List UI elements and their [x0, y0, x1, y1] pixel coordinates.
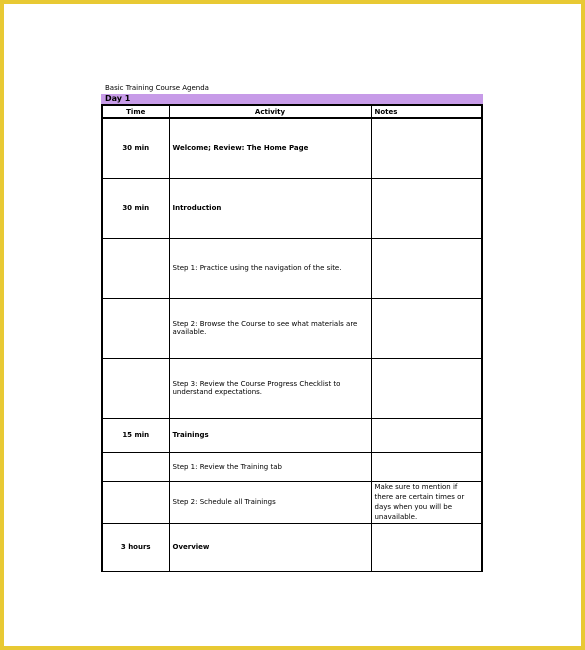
- day-header-bar: [101, 94, 483, 104]
- header-time: Time: [102, 105, 169, 118]
- row-time: [102, 358, 169, 418]
- row-notes: [371, 452, 482, 481]
- table-row: [102, 298, 482, 358]
- row-activity: Introduction: [169, 178, 371, 238]
- table-row: [102, 118, 482, 178]
- row-activity: Step 2: Schedule all Trainings: [169, 481, 371, 523]
- row-time: [102, 452, 169, 481]
- agenda-table: [101, 104, 483, 572]
- document-title: Basic Training Course Agenda: [105, 84, 209, 92]
- row-notes: [371, 418, 482, 452]
- row-notes: Make sure to mention if there are certain times or days when you will be unavailable.: [371, 481, 482, 523]
- table-row: [102, 452, 482, 481]
- table-row: [102, 481, 482, 523]
- row-notes: [371, 358, 482, 418]
- row-time: 30 min: [102, 118, 169, 178]
- row-activity: Step 2: Browse the Course to see what materials are available.: [169, 298, 371, 358]
- row-notes: [371, 523, 482, 571]
- row-activity: Overview: [169, 523, 371, 571]
- table-row: [102, 238, 482, 298]
- row-activity: Step 3: Review the Course Progress Checklist to understand expectations.: [169, 358, 371, 418]
- row-time: 30 min: [102, 178, 169, 238]
- row-notes: [371, 178, 482, 238]
- row-activity: Welcome; Review: The Home Page: [169, 118, 371, 178]
- header-notes: Notes: [371, 105, 482, 118]
- row-notes: [371, 298, 482, 358]
- row-time: 3 hours: [102, 523, 169, 571]
- table-row: [102, 523, 482, 571]
- table-header-row: [102, 105, 482, 118]
- header-activity: Activity: [169, 105, 371, 118]
- row-time: 15 min: [102, 418, 169, 452]
- row-notes: [371, 118, 482, 178]
- table-row: [102, 178, 482, 238]
- row-time: [102, 238, 169, 298]
- row-time: [102, 298, 169, 358]
- table-row: [102, 358, 482, 418]
- table-row: [102, 418, 482, 452]
- row-time: [102, 481, 169, 523]
- row-activity: Trainings: [169, 418, 371, 452]
- day-label: Day 1: [105, 94, 131, 103]
- row-activity: Step 1: Review the Training tab: [169, 452, 371, 481]
- row-notes: [371, 238, 482, 298]
- row-activity: Step 1: Practice using the navigation of the site.: [169, 238, 371, 298]
